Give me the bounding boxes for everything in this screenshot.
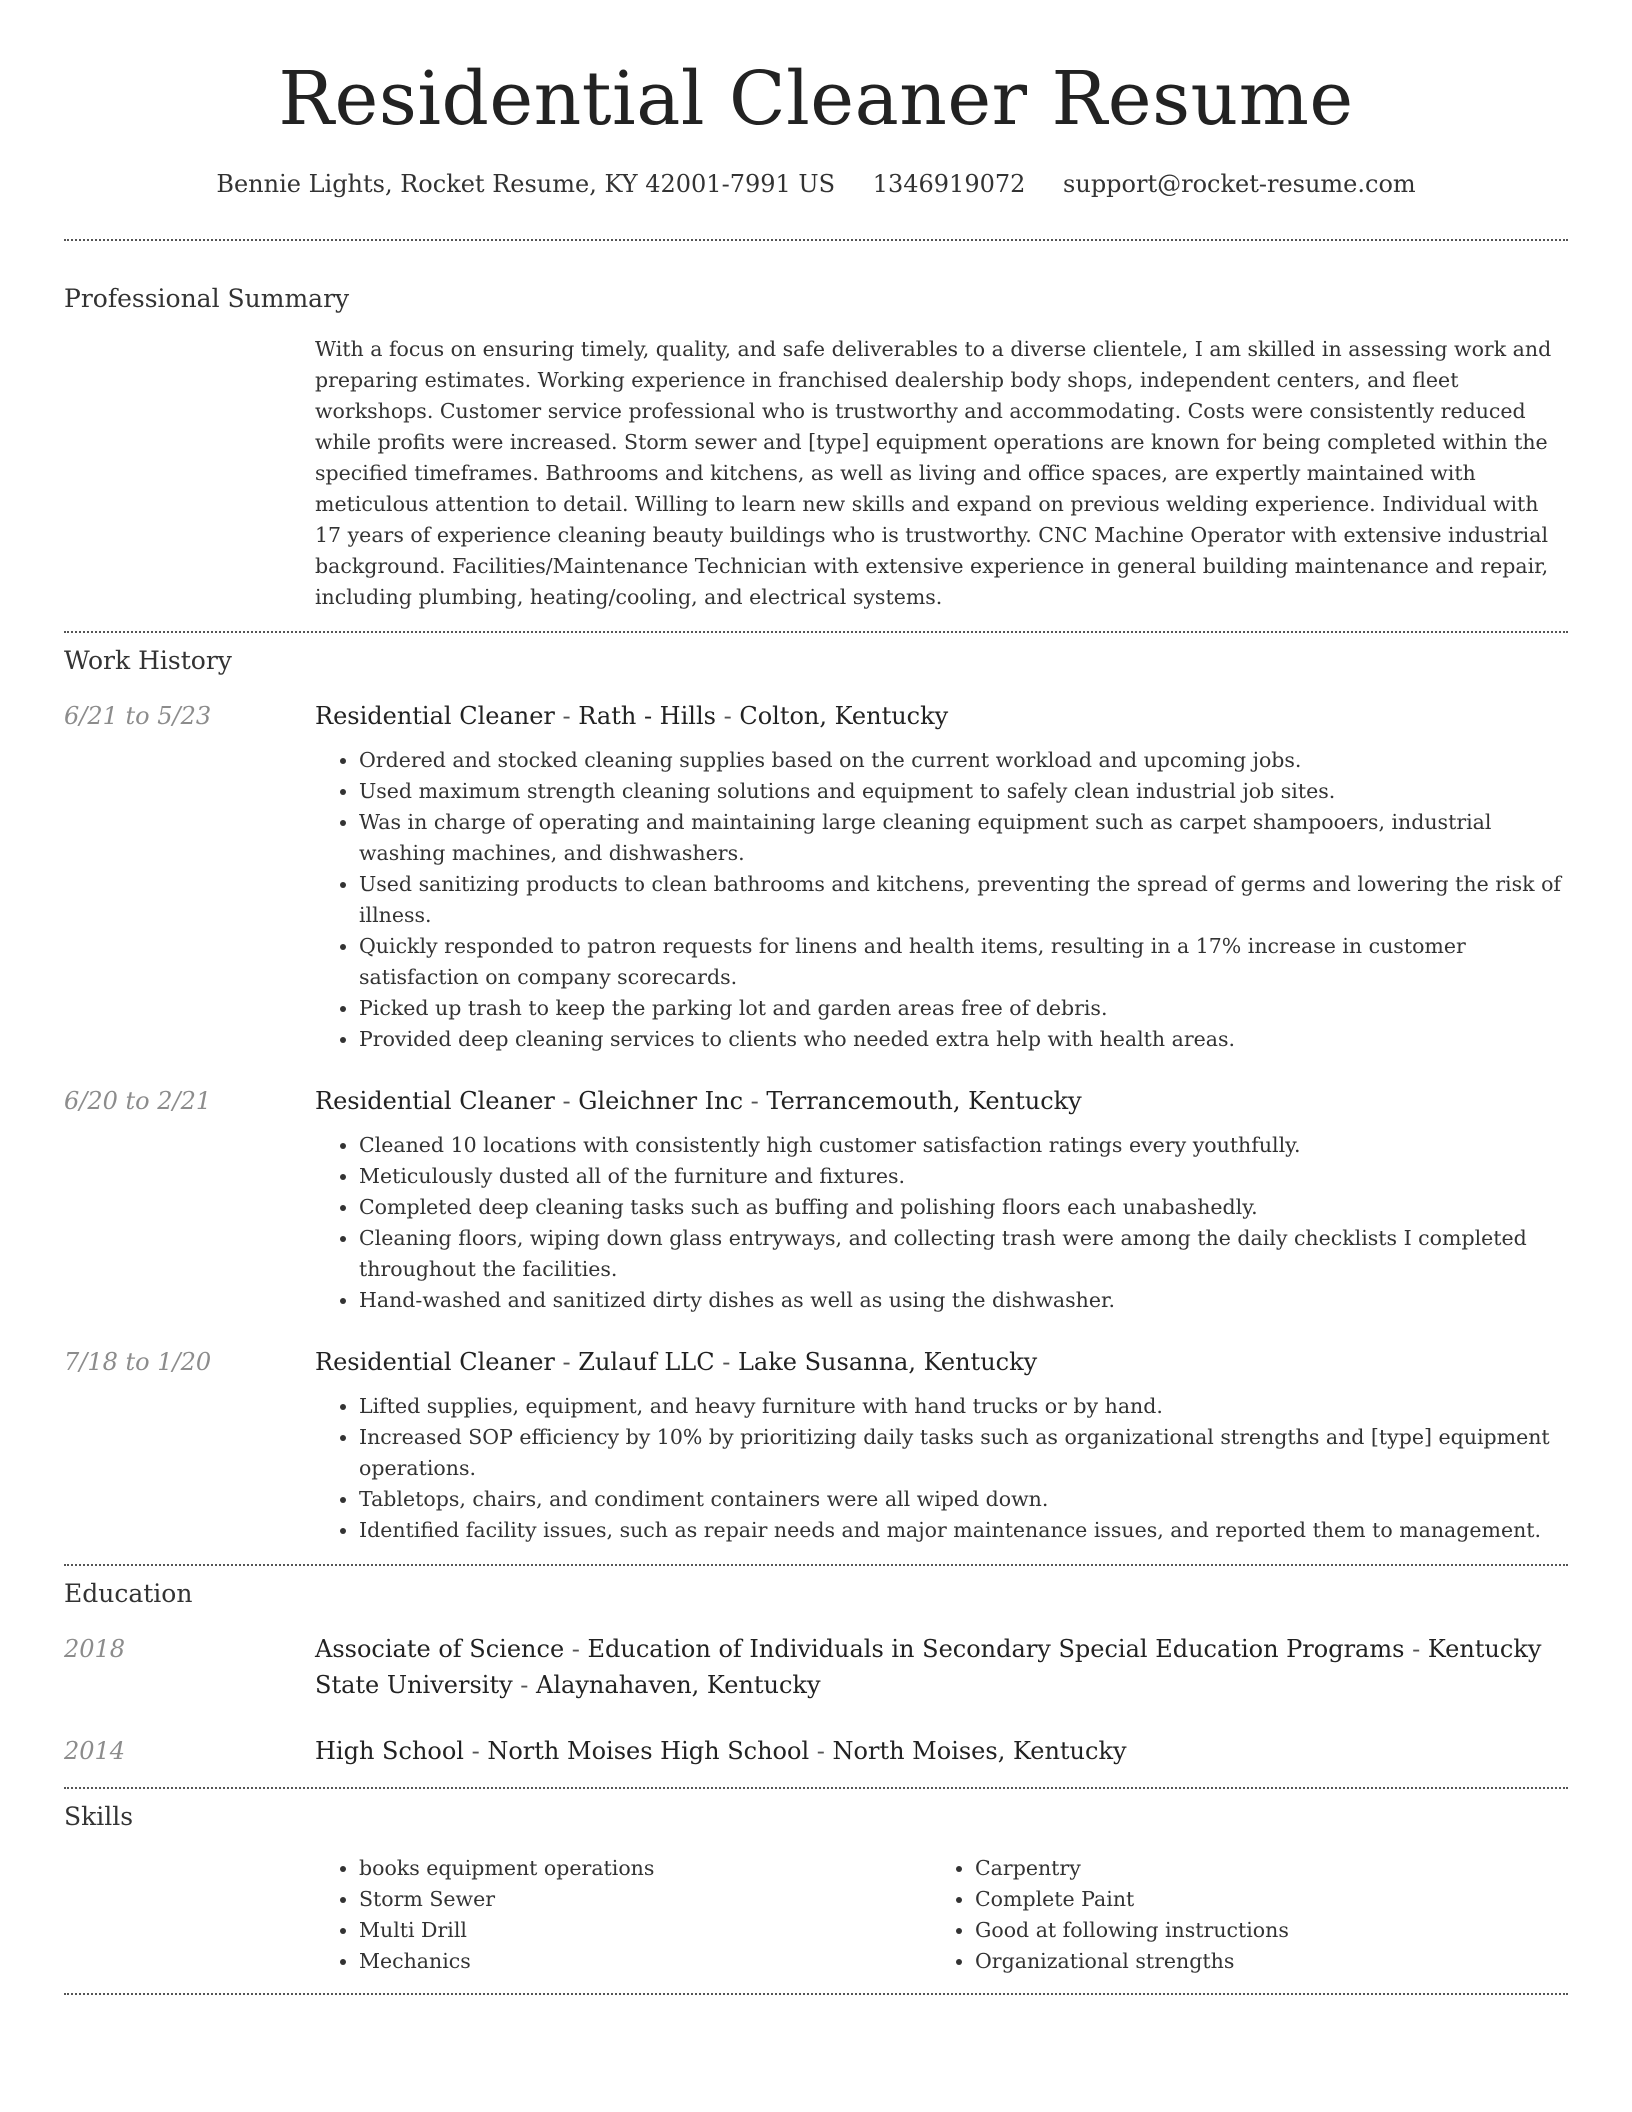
summary-text: With a focus on ensuring timely, quality, and safe deliverables to a diverse clientele, I am skilled in assessing work and preparing estimates. Working experience in franchised dealership body shops, independent centers, and fleet workshops. Customer service professional who is trustworthy and accommodating. Costs were consistently reduced while profits were increased. Storm sewer and [type] equipment operations are known for being completed within the specified timeframes. Bathrooms and kitchens, as well as living and office spaces, are expertly maintained with meticulous attention to detail. Willing to learn new skills and expand on previous welding experience. Individual with 17 years of experience cleaning beauty buildings who is trustworthy. CNC Machine Operator with extensive industrial background. Facilities/Maintenance Technician with extensive experience in general building maintenance and repair, including plumbing, heating/cooling, and electrical systems. — [315, 336, 1552, 609]
job-company: Gleichner Inc — [578, 1086, 744, 1115]
job-bullet: • Identified facility issues, such as repair needs and major maintenance issues, and reported them to management. — [359, 1515, 1568, 1546]
skills-list — [315, 1853, 931, 1977]
skill-item: • Storm Sewer — [359, 1884, 931, 1915]
job-dates: 6/21 to 5/23 — [64, 701, 212, 730]
job-bullet: • Cleaning floors, wiping down glass entryways, and collecting trash were among the daily checklists I completed throughout the facilities. — [359, 1223, 1568, 1285]
education-location: North Moises, Kentucky — [832, 1736, 1127, 1765]
job-company: Rath - Hills — [578, 701, 716, 730]
job-bullet: • Was in charge of operating and maintaining large cleaning equipment such as carpet shampooers, industrial washing machines, and dishwashers. — [359, 807, 1568, 869]
summary-heading: Professional Summary — [64, 283, 350, 313]
skill-item: • Carpentry — [975, 1853, 1547, 1884]
job-bullet: • Used sanitizing products to clean bathrooms and kitchens, preventing the spread of germs and lowering the risk of illness. — [359, 869, 1568, 931]
work-divider — [64, 1564, 1568, 1566]
skill-item: • Organizational strengths — [975, 1946, 1547, 1977]
skill-item: • Complete Paint — [975, 1884, 1547, 1915]
education-year: 2014 — [64, 1736, 126, 1765]
skills-divider — [64, 1993, 1568, 1995]
job-title: Residential Cleaner — [315, 1086, 555, 1115]
job-title: Residential Cleaner — [315, 701, 555, 730]
job-company: Zulauf LLC — [578, 1347, 715, 1376]
job-entry — [64, 1344, 1568, 1546]
skill-item: • Mechanics — [359, 1946, 931, 1977]
job-bullet: • Used maximum strength cleaning solutions and equipment to safely clean industrial job sites. — [359, 776, 1568, 807]
job-bullets — [315, 1130, 1568, 1316]
job-entry — [64, 1083, 1568, 1316]
skills-column-left — [315, 1853, 931, 1977]
resume-title: Residential Cleaner Resume — [278, 56, 1354, 142]
job-bullet: • Picked up trash to keep the parking lot and garden areas free of debris. — [359, 993, 1568, 1024]
education-heading-line: Associate of Science - Education of Individuals in Secondary Special Education Programs - Kentucky State University - Alaynahaven, Kentucky — [315, 1634, 1542, 1699]
work-history-heading: Work History — [64, 645, 232, 675]
education-entry — [64, 1631, 1568, 1703]
education-school: North Moises High School — [487, 1736, 810, 1765]
header-divider — [64, 239, 1568, 241]
education-location: Alaynahaven, Kentucky — [536, 1670, 821, 1699]
education-degree: High School — [315, 1736, 464, 1765]
education-heading: Education — [64, 1578, 193, 1608]
skills-section — [64, 1802, 1568, 1977]
skills-heading: Skills — [64, 1801, 134, 1831]
job-bullet: • Meticulously dusted all of the furniture and fixtures. — [359, 1161, 1568, 1192]
summary-divider — [64, 631, 1568, 633]
job-bullet: • Tabletops, chairs, and condiment containers were all wiped down. — [359, 1484, 1568, 1515]
job-location: Terrancemouth, Kentucky — [766, 1086, 1082, 1115]
skills-list — [931, 1853, 1547, 1977]
contact-line — [64, 170, 1568, 199]
job-bullet: • Hand-washed and sanitized dirty dishes as well as using the dishwasher. — [359, 1285, 1568, 1316]
job-heading: Residential Cleaner - Gleichner Inc - Terrancemouth, Kentucky — [315, 1086, 1082, 1115]
job-heading: Residential Cleaner - Zulauf LLC - Lake Susanna, Kentucky — [315, 1347, 1038, 1376]
education-section — [64, 1579, 1568, 1769]
job-bullet: • Lifted supplies, equipment, and heavy furniture with hand trucks or by hand. — [359, 1391, 1568, 1422]
education-heading-line: High School - North Moises High School - North Moises, Kentucky — [315, 1736, 1127, 1765]
job-bullet: • Provided deep cleaning services to clients who needed extra help with health areas. — [359, 1024, 1568, 1055]
job-bullet: • Completed deep cleaning tasks such as buffing and polishing floors each unabashedly. — [359, 1192, 1568, 1223]
skill-item: • Multi Drill — [359, 1915, 931, 1946]
contact-phone: 1346919072 — [872, 170, 1026, 198]
job-bullet: • Quickly responded to patron requests for linens and health items, resulting in a 17% increase in customer satisfaction on company scorecards. — [359, 931, 1568, 993]
education-school: Kentucky State University — [315, 1634, 1542, 1699]
education-year: 2018 — [64, 1634, 126, 1663]
job-bullets — [315, 745, 1568, 1055]
skills-column-right — [931, 1853, 1547, 1977]
job-bullet: • Increased SOP efficiency by 10% by prioritizing daily tasks such as organizational strengths and [type] equipment operations. — [359, 1422, 1568, 1484]
job-title: Residential Cleaner — [315, 1347, 555, 1376]
skill-item: • books equipment operations — [359, 1853, 931, 1884]
job-location: Lake Susanna, Kentucky — [737, 1347, 1038, 1376]
job-dates: 7/18 to 1/20 — [64, 1347, 212, 1376]
education-entry — [64, 1733, 1568, 1769]
skill-item: • Good at following instructions — [975, 1915, 1547, 1946]
education-degree: Associate of Science — [315, 1634, 565, 1663]
education-field: Education of Individuals in Secondary Special Education Programs — [587, 1634, 1405, 1663]
contact-email: support@rocket-resume.com — [1063, 170, 1416, 198]
job-heading: Residential Cleaner - Rath - Hills - Colton, Kentucky — [315, 701, 949, 730]
contact-address: Bennie Lights, Rocket Resume, KY 42001-7991 US — [216, 170, 836, 198]
job-bullets — [315, 1391, 1568, 1546]
summary-section — [64, 284, 1568, 613]
job-bullet: • Cleaned 10 locations with consistently high customer satisfaction ratings every youthfully. — [359, 1130, 1568, 1161]
work-history-section — [64, 646, 1568, 1546]
job-bullet: • Ordered and stocked cleaning supplies based on the current workload and upcoming jobs. — [359, 745, 1568, 776]
resume-page — [64, 0, 1568, 1995]
job-dates: 6/20 to 2/21 — [64, 1086, 212, 1115]
education-divider — [64, 1787, 1568, 1789]
job-entry — [64, 698, 1568, 1055]
job-location: Colton, Kentucky — [739, 701, 949, 730]
